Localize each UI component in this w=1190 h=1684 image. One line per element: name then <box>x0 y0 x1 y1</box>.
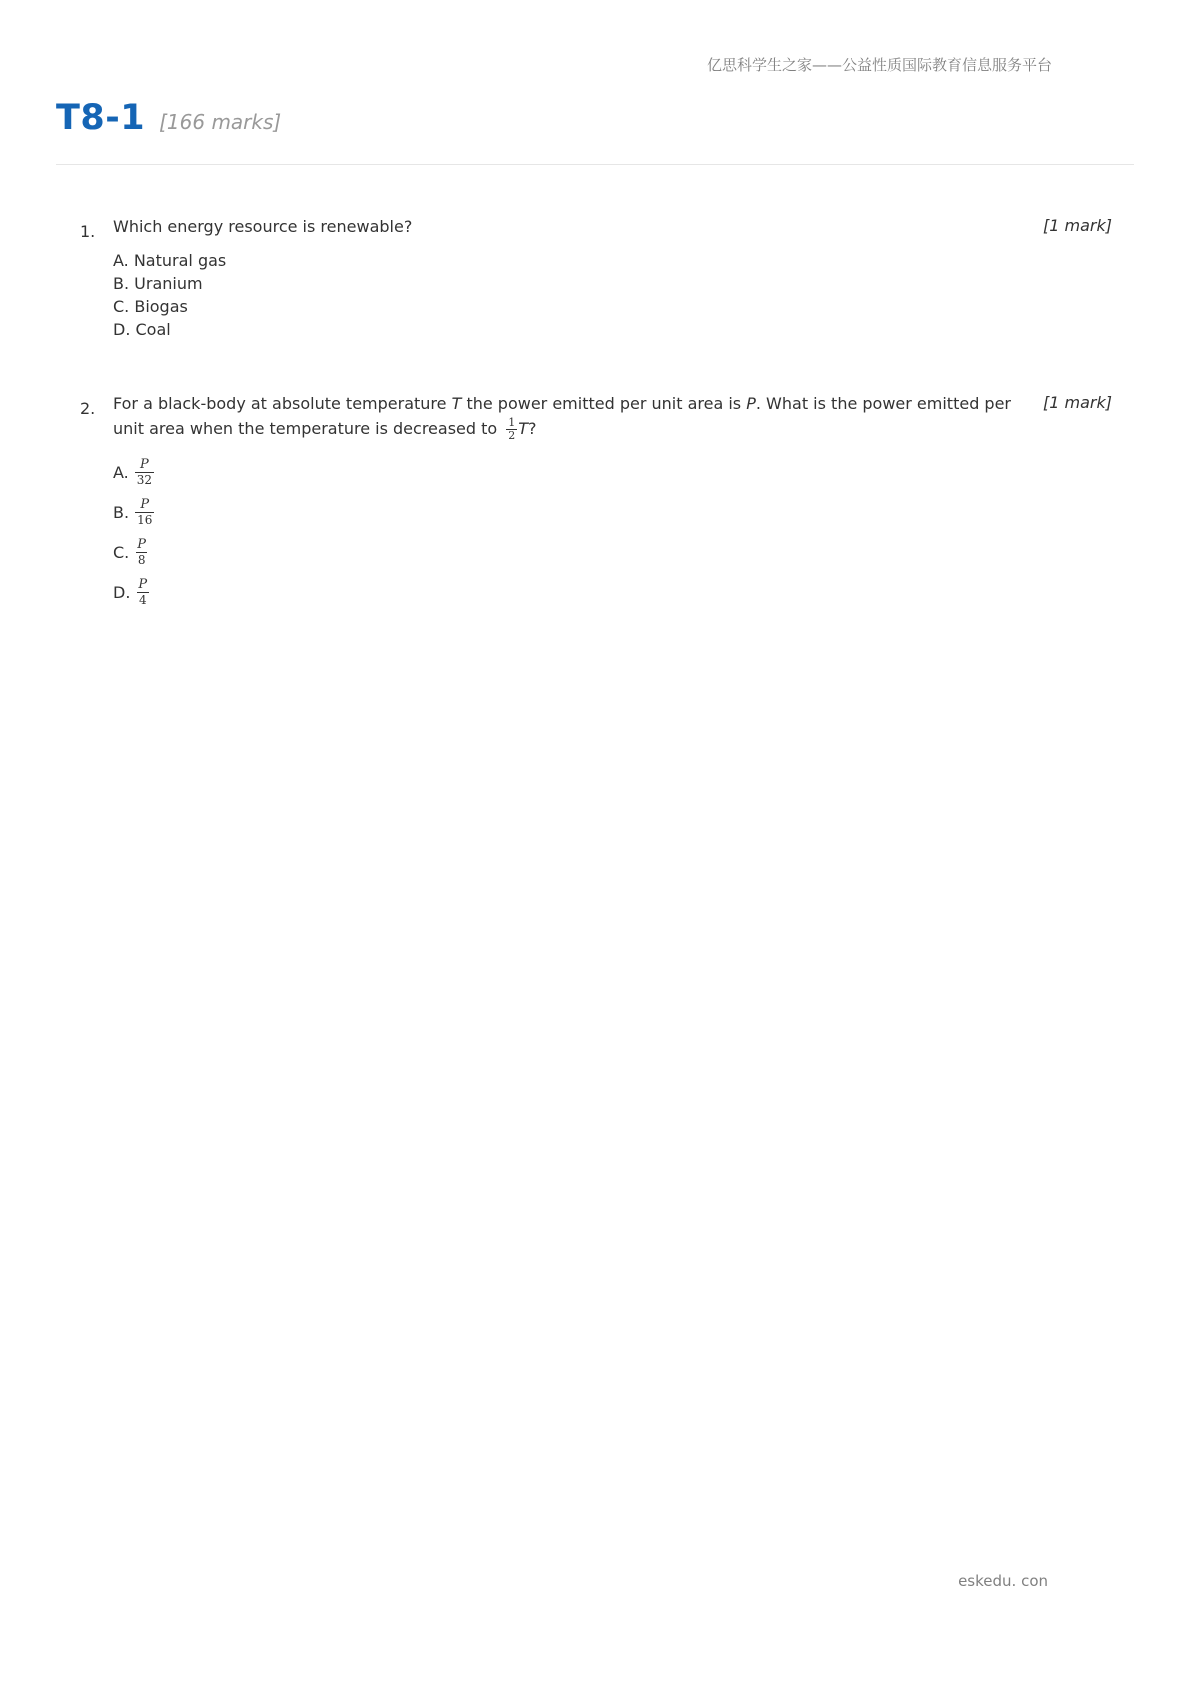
fraction-denominator: 2 <box>508 429 516 442</box>
fraction-denominator: 32 <box>136 472 153 487</box>
fraction-denominator: 16 <box>137 512 153 527</box>
site-footer: eskedu. con <box>958 1572 1048 1590</box>
option-fraction <box>135 458 154 487</box>
option-c: C. Biogas <box>113 297 188 316</box>
fraction-numerator: P <box>138 576 148 592</box>
fraction-denominator: 4 <box>138 592 147 607</box>
question-stem <box>113 391 1018 442</box>
title-block <box>56 98 281 138</box>
option-fraction <box>136 578 149 607</box>
option-b <box>113 492 1018 532</box>
option-list <box>113 249 1018 341</box>
option-a: A. Natural gas <box>113 251 227 270</box>
option-letter: D. <box>113 582 131 602</box>
question-1 <box>80 214 1112 341</box>
variable-p: P <box>746 394 756 413</box>
option-list <box>113 452 1018 612</box>
title-divider <box>56 164 1134 165</box>
stem-text: ? <box>528 419 537 438</box>
question-body <box>113 391 1018 612</box>
question-marks: [1 mark] <box>1043 216 1112 235</box>
option-letter: C. <box>113 542 130 562</box>
question-stem: Which energy resource is renewable? <box>113 217 413 236</box>
question-body <box>113 214 1018 341</box>
option-b: B. Uranium <box>113 274 203 293</box>
fraction-denominator: 8 <box>137 552 146 567</box>
question-number: 1. <box>80 222 96 241</box>
variable-t: T <box>451 394 462 413</box>
question-marks: [1 mark] <box>1043 393 1112 412</box>
fraction-numerator: P <box>140 496 150 512</box>
option-c <box>113 532 1018 572</box>
option-fraction <box>135 538 148 567</box>
option-d: D. Coal <box>113 320 171 339</box>
stem-text: . What is the power emitted per unit area when the temperature is decreased to <box>113 394 1012 438</box>
option-letter: A. <box>113 462 129 482</box>
fraction-numerator: P <box>137 536 147 552</box>
site-header: 亿思科学生之家——公益性质国际教育信息服务平台 <box>706 56 1052 74</box>
option-fraction <box>135 498 154 527</box>
question-number: 2. <box>80 399 96 418</box>
option-d <box>113 572 1018 612</box>
fraction-one-half <box>506 417 517 442</box>
option-a <box>113 452 1018 492</box>
option-letter: B. <box>113 502 130 522</box>
page-title: T8-1 <box>56 98 146 138</box>
stem-text: For a black-body at absolute temperature <box>113 394 452 413</box>
fraction-numerator: 1 <box>508 416 516 429</box>
total-marks: [166 marks] <box>159 110 282 134</box>
question-2 <box>80 391 1112 612</box>
fraction-numerator: P <box>140 456 149 472</box>
variable-t: T <box>518 419 529 438</box>
stem-text: the power emitted per unit area is <box>461 394 747 413</box>
